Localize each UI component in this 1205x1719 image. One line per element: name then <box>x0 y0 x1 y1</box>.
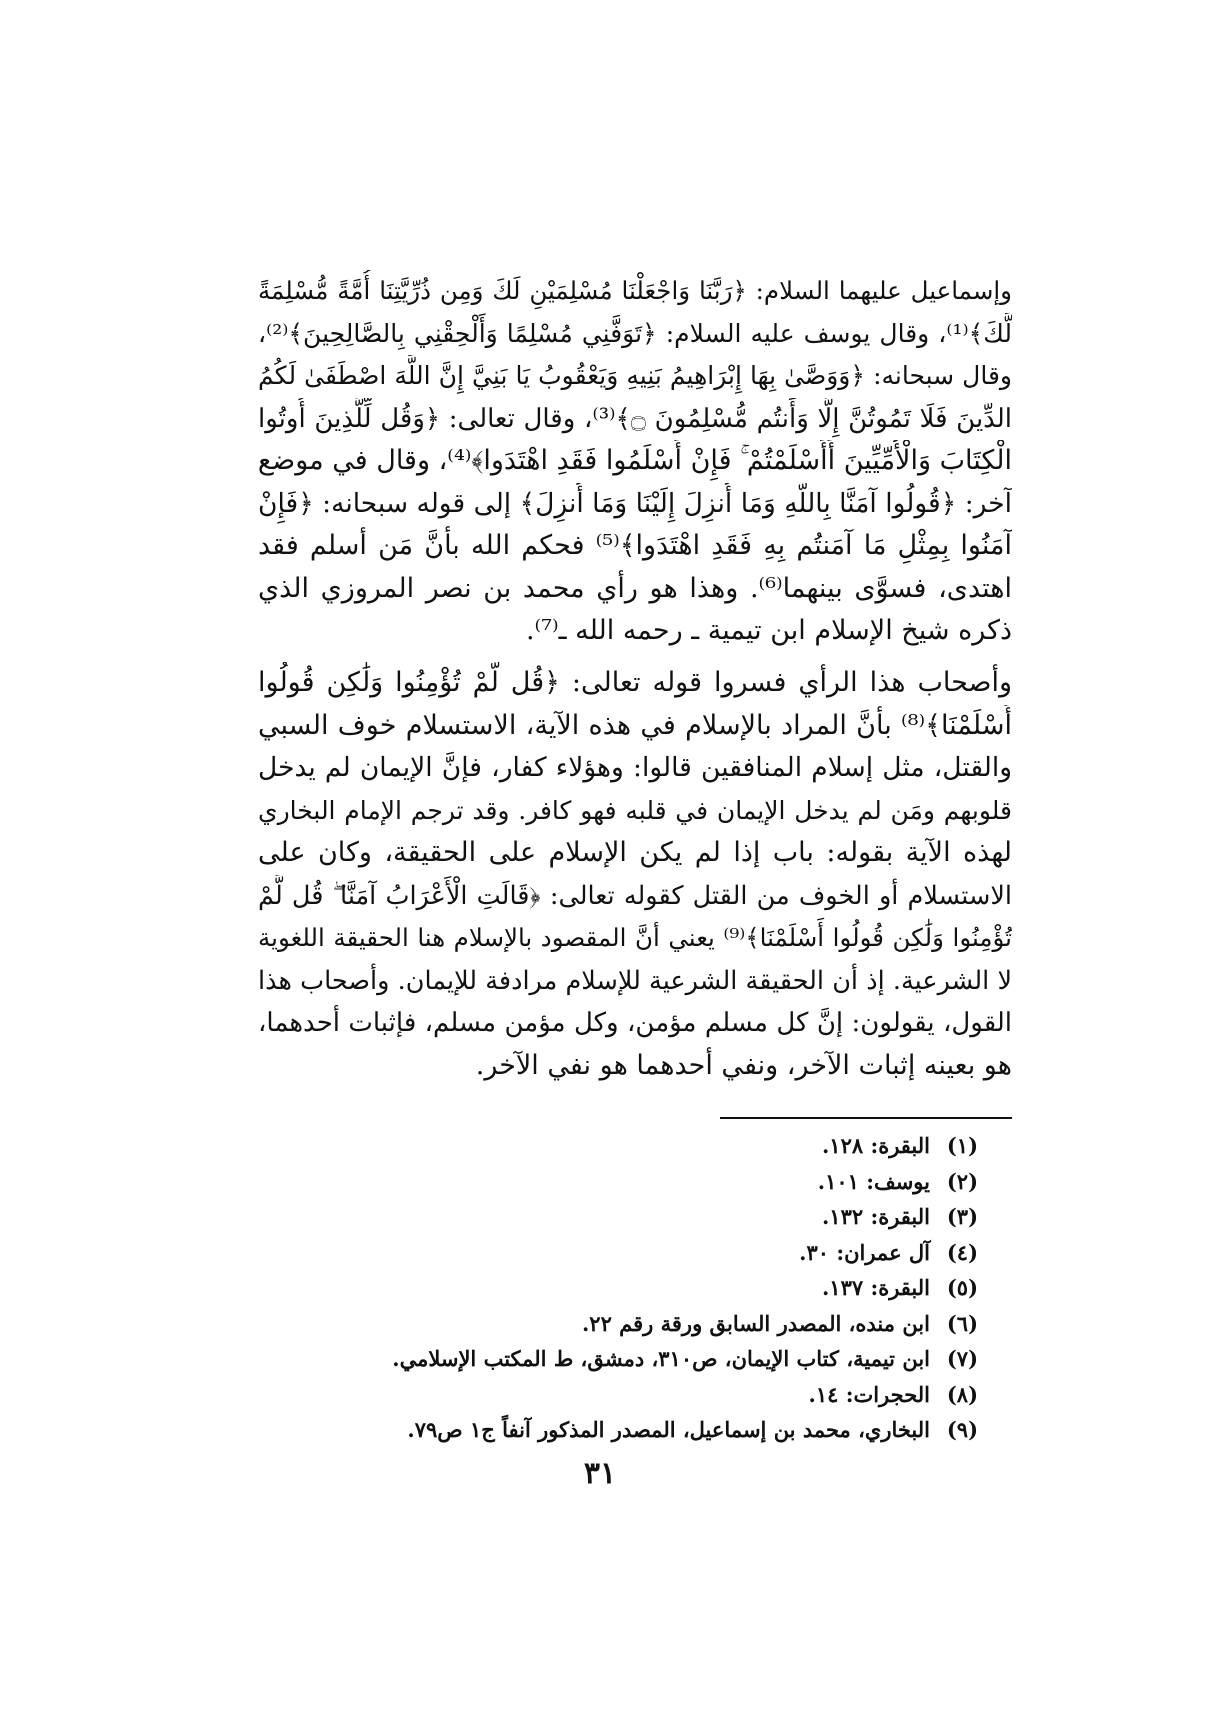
footnote-number: (٧) <box>946 1346 978 1371</box>
footnote-number: (٨) <box>946 1381 978 1407</box>
footnote-number: (٢) <box>946 1168 978 1194</box>
footnote-item <box>258 1128 978 1164</box>
footnote-item <box>258 1306 978 1342</box>
footnote-item <box>258 1341 978 1377</box>
footnote-text: الحجرات: ١٤. <box>808 1381 930 1407</box>
footnote-number: (٣) <box>946 1204 978 1229</box>
text-line: ذكره شيخ الإسلام ابن تيمية ـ رحمه الله ـ⁽⁷⁾. <box>525 615 1012 646</box>
footnote-text: البخاري، محمد بن إسماعيل، المصدر المذكور آنفاً ج١ ص٧٩. <box>407 1417 930 1442</box>
footnote-text: البقرة: ١٣٢. <box>821 1204 930 1229</box>
text-line: هو بعينه إثبات الآخر، ونفي أحدهما هو نفي الآخر. <box>475 1049 1012 1081</box>
footnote-number: (١) <box>946 1133 978 1158</box>
text-line: الْكِتَابَ وَالْأُمِّيِّينَ أَأَسْلَمْتُمْ ۚ فَإِنْ أَسْلَمُوا فَقَدِ اهْتَدَوا﴾⁽⁴⁾، وقال في موضع <box>258 445 1012 476</box>
text-line: الاستسلام أو الخوف من القتل كقوله تعالى: ﴿قَالَتِ الْأَعْرَابُ آمَنَّا ۖ قُل لَّمْ <box>258 880 1012 911</box>
footnote-text: ابن تيمية، كتاب الإيمان، ص٣١٠، دمشق، ط المكتب الإسلامي. <box>392 1346 930 1371</box>
footnote-text: البقرة: ١٢٨. <box>821 1133 930 1158</box>
footnote-text: يوسف: ١٠١. <box>817 1168 930 1194</box>
text-line: القول، يقولون: إنَّ كل مسلم مؤمن، وكل مؤمن مسلم، فإثبات أحدهما، <box>258 1008 1012 1038</box>
footnotes-list <box>258 1128 978 1448</box>
footnote-item <box>258 1412 978 1448</box>
text-line: لَّكَ﴾⁽¹⁾، وقال يوسف عليه السلام: ﴿تَوَفَّنِي مُسْلِمًا وَأَلْحِقْنِي بِالصَّالِحِينَ﴾⁽²⁾، <box>258 318 1012 348</box>
text-line: أَسْلَمْنَا﴾⁽⁸⁾ بأنَّ المراد بالإسلام في هذه الآية، الاستسلام خوف السبي <box>258 709 1012 741</box>
footnote-number: (٤) <box>946 1239 978 1265</box>
footnote-separator <box>720 1117 1012 1119</box>
text-line: وقال سبحانه: ﴿وَوَصَّىٰ بِهَا إِبْرَاهِيمُ بَنِيهِ وَيَعْقُوبُ يَا بَنِيَّ إِنَّ اللَّهَ اصْطَفَىٰ لَكُمُ <box>258 361 1012 390</box>
text-line: لا الشرعية. إذ أن الحقيقة الشرعية للإسلام مرادفة للإيمان. وأصحاب هذا <box>258 965 1012 996</box>
footnote-item <box>258 1270 978 1306</box>
text-line: آمَنُوا بِمِثْلِ مَا آمَنتُم بِهِ فَقَدِ اهْتَدَوا﴾⁽⁵⁾ فحكم الله بأنَّ مَن أسلم فقد <box>258 530 1012 561</box>
paragraph-2 <box>258 662 1012 1087</box>
footnote-number: (٦) <box>946 1310 978 1336</box>
footnote-item <box>258 1199 978 1235</box>
footnote-number: (٥) <box>946 1275 978 1300</box>
text-line: وأصحاب هذا الرأي فسروا قوله تعالى: ﴿قُل لَّمْ تُؤْمِنُوا وَلَٰكِن قُولُوا <box>258 667 1012 698</box>
footnote-number: (٩) <box>946 1417 978 1442</box>
paragraph-1 <box>258 270 1012 653</box>
text-line: قلوبهم ومَن لم يدخل الإيمان في قلبه فهو كافر. وقد ترجم الإمام البخاري <box>258 795 1012 825</box>
text-line: آخر: ﴿قُولُوا آمَنَّا بِاللَّهِ وَمَا أُنزِلَ إِلَيْنَا وَمَا أُنزِلَ﴾ إلى قوله سبحانه: ﴿فَإِنْ <box>258 487 1012 519</box>
footnote-text: ابن منده، المصدر السابق ورقة رقم ٢٢. <box>581 1310 930 1336</box>
footnote-item <box>258 1164 978 1200</box>
text-line: تُؤْمِنُوا وَلَٰكِن قُولُوا أَسْلَمْنَا﴾⁽⁹⁾ يعني أنَّ المقصود بالإسلام هنا الحقيقة اللغوية <box>258 923 1012 952</box>
footnote-item <box>258 1377 978 1413</box>
footnote-text: البقرة: ١٣٧. <box>821 1275 930 1300</box>
footnote-text: آل عمران: ٣٠. <box>799 1239 930 1265</box>
text-line: وإسماعيل عليهما السلام: ﴿رَبَّنَا وَاجْعَلْنَا مُسْلِمَيْنِ لَكَ وَمِن ذُرِّيَّتِنَا أُمَّةً مُّسْلِمَةً <box>258 276 1012 305</box>
text-line: والقتل، مثل إسلام المنافقين قالوا: وهؤلاء كفار، فإنَّ الإيمان لم يدخل <box>258 752 1012 783</box>
text-line: الدِّينَ فَلَا تَمُوتُنَّ إِلَّا وَأَنتُم مُّسْلِمُونَ ۝﴾⁽³⁾، وقال تعالى: ﴿وَقُل لِّلَّذِينَ أُوتُوا <box>258 403 1012 434</box>
text-line: لهذه الآية بقوله: باب إذا لم يكن الإسلام على الحقيقة، وكان على <box>258 837 1012 868</box>
text-line: اهتدى، فسوَّى بينهما⁽⁶⁾. وهذا هو رأي محمد بن نصر المروزي الذي <box>258 572 1012 604</box>
page-number: ٣١ <box>583 1456 617 1491</box>
footnote-item <box>258 1235 978 1271</box>
